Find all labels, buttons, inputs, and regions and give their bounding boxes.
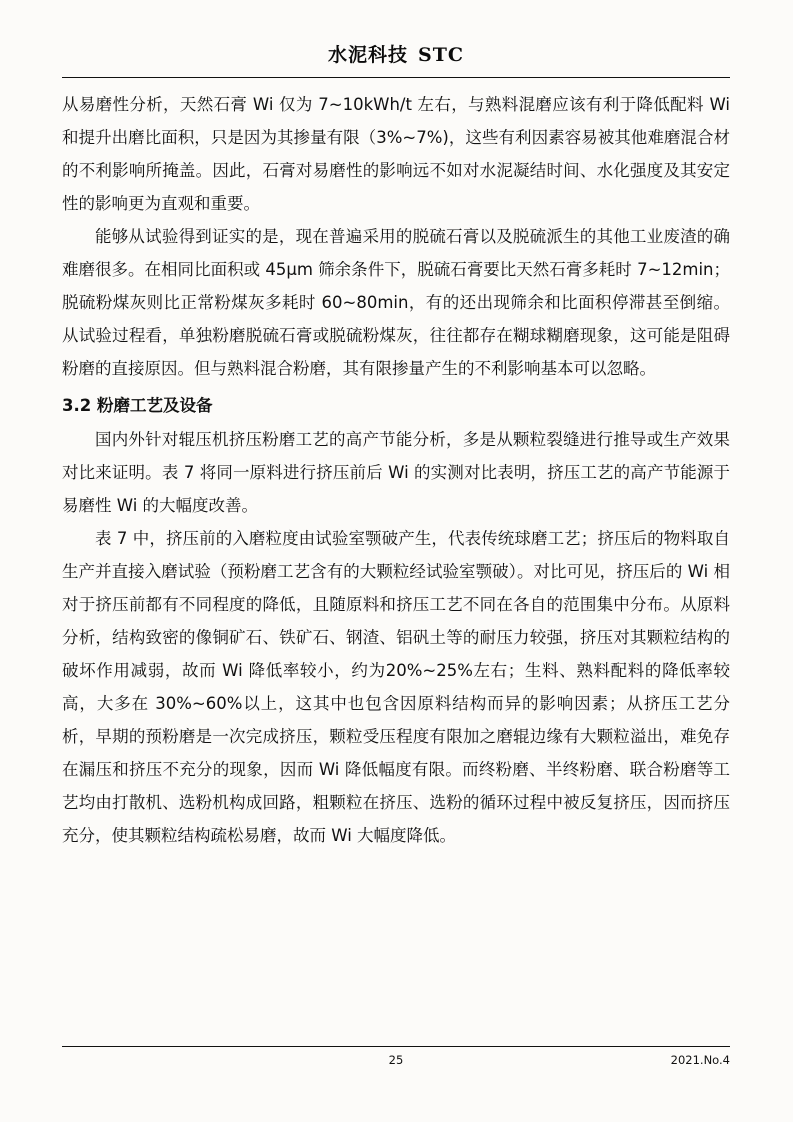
page-number: 25 xyxy=(388,1053,404,1067)
page-header xyxy=(62,40,730,75)
header-divider xyxy=(62,77,730,78)
page-content xyxy=(62,40,730,852)
paragraph-1: 从易磨性分析，天然石膏 Wi 仅为 7~10kWh/t 左右，与熟料混磨应该有利于降低配料 Wi 和提升出磨比面积，只是因为其掺量有限（3%~7%)，这些有利因素容易被其他难磨混合材的不利影响所掩盖。因此，石膏对易磨性的影响远不如对水泥凝结时间、水化强度及其安定性的影响更为直观和重要。 xyxy=(62,95,730,213)
journal-title-cn: 水泥科技 xyxy=(328,44,409,66)
section-heading-3-2: 3.2 粉磨工艺及设备 xyxy=(62,396,213,415)
journal-title-en: STC xyxy=(418,44,464,66)
paragraph-4: 表 7 中，挤压前的入磨粒度由试验室颚破产生，代表传统球磨工艺；挤压后的物料取自生产并直接入磨试验（预粉磨工艺含有的大颗粒经试验室颚破）。对比可见，挤压后的 Wi 相对于挤压前都有不同程度的降低，且随原料和挤压工艺不同在各自的范围集中分布。从原料分析，结构致密的像铜矿石、铁矿石、钢渣、铝矾土等的耐压力较强，挤压对其颗粒结构的破坏作用减弱，故而 Wi 降低率较小，约为20%~25%左右；生料、熟料配料的降低率较高，大多在 30%~60%以上，这其中也包含因原料结构而异的影响因素；从挤压工艺分析，早期的预粉磨是一次完成挤压，颗粒受压程度有限加之磨辊边缘有大颗粒溢出，难免存在漏压和挤压不充分的现象，因而 Wi 降低幅度有限。而终粉磨、半终粉磨、联合粉磨等工艺均由打散机、选粉机构成回路，粗颗粒在挤压、选粉的循环过程中被反复挤压，因而挤压充分，使其颗粒结构疏松易磨，故而 Wi 大幅度降低。 xyxy=(62,529,730,845)
page-footer xyxy=(62,1046,730,1073)
footer-divider xyxy=(62,1046,730,1047)
body-text xyxy=(62,88,730,852)
issue-label: 2021.No.4 xyxy=(670,1053,730,1067)
paragraph-2: 能够从试验得到证实的是，现在普遍采用的脱硫石膏以及脱硫派生的其他工业废渣的确难磨很多。在相同比面积或 45μm 筛余条件下，脱硫石膏要比天然石膏多耗时 7~12min；脱硫粉煤灰则比正常粉煤灰多耗时 60~80min，有的还出现筛余和比面积停滞甚至倒缩。从试验过程看，单独粉磨脱硫石膏或脱硫粉煤灰，往往都存在糊球糊磨现象，这可能是阻碍粉磨的直接原因。但与熟料混合粉磨，其有限掺量产生的不利影响基本可以忽略。 xyxy=(62,227,730,378)
paragraph-3: 国内外针对辊压机挤压粉磨工艺的高产节能分析，多是从颗粒裂缝进行推导或生产效果对比来证明。表 7 将同一原料进行挤压前后 Wi 的实测对比表明，挤压工艺的高产节能源于易磨性 Wi 的大幅度改善。 xyxy=(62,430,730,515)
footer-row xyxy=(62,1053,730,1073)
